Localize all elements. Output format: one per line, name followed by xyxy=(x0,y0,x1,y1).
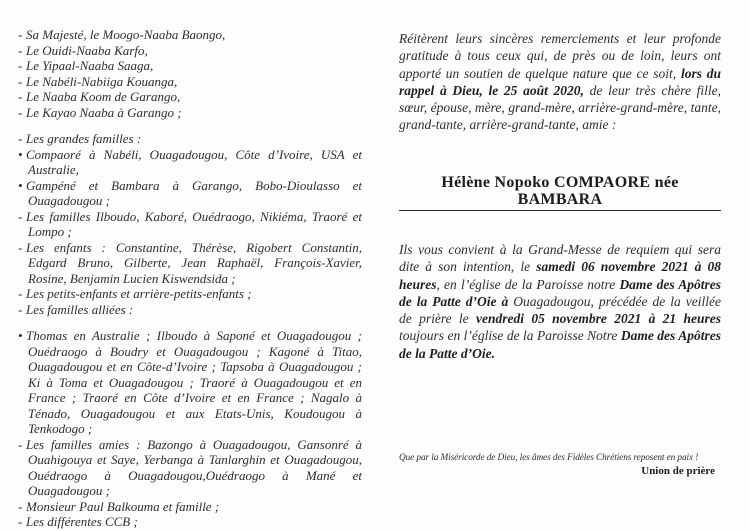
list-item xyxy=(18,514,362,530)
bullet-marker: • xyxy=(18,328,23,343)
list-item-text: Le Yipaal-Naaba Saaga, xyxy=(26,58,154,73)
list-item-text: Les enfants : Constantine, Thérèse, Rigobert Constantin, Edgard Bruno, Gilberte, Jean Raphaël, François-Xavier, Rosine, Benjamin Lucien Kiswendsida ; xyxy=(26,239,362,286)
gratitude-paragraph xyxy=(399,30,721,134)
list-marker: - xyxy=(18,131,23,146)
deceased-name-block xyxy=(399,174,721,211)
list-item-text: Compaoré à Nabéli, Ouagadougou, Côte d’Ivoire, USA et Australie, xyxy=(26,146,362,177)
text-run: toujours en l’église de la Paroisse Notre xyxy=(399,328,621,344)
great-families-group xyxy=(18,131,362,317)
list-item xyxy=(18,178,362,209)
list-item xyxy=(18,89,362,105)
allied-friends-group xyxy=(18,328,362,530)
list-marker: - xyxy=(18,239,23,255)
list-marker: - xyxy=(18,301,23,317)
bold-text-run: samedi 06 novembre 2021 à 08 heures xyxy=(399,259,721,292)
list-item xyxy=(18,209,362,240)
deceased-name-title: Hélène Nopoko COMPAORE née BAMBARA xyxy=(399,174,721,211)
list-marker: - xyxy=(18,208,23,224)
bold-text-run: Dame des Apôtres de la Patte d’Oie à xyxy=(399,276,721,309)
text-run: , en l’église de la Paroisse notre xyxy=(436,276,620,292)
list-item xyxy=(18,147,362,178)
list-item-text: Monsieur Paul Balkouma et famille ; xyxy=(26,498,220,514)
list-item-text: Les familles Ilboudo, Kaboré, Ouédraogo, Nikiéma, Traoré et Lompo ; xyxy=(26,208,362,239)
invitation-paragraph xyxy=(399,241,721,362)
text-run: Réitèrent leurs sincères remerciements et leur profonde gratitude à tous ceux qui, de près ou de loin, leurs ont apporté un soutien de quelque nature que ce soit, xyxy=(399,31,721,81)
list-item-text: Gampéné et Bambara à Garango, Bobo-Dioulasso et Ouagadougou ; xyxy=(26,177,362,208)
list-item-text: Le Nabéli-Nabiiga Kouanga, xyxy=(26,73,178,89)
list-item xyxy=(18,286,362,302)
text-run: Ils vous convient à la Grand-Messe de requiem qui sera dite à son intention, le xyxy=(399,242,721,275)
list-item-text: Le Kayao Naaba à Garango ; xyxy=(26,104,182,120)
text-run: Ouagadougou, précédée de la veillée de prière le xyxy=(399,293,721,327)
list-item xyxy=(18,43,362,59)
list-marker: - xyxy=(18,58,23,73)
bullet-marker: • xyxy=(18,177,23,193)
families-column xyxy=(18,27,362,531)
list-marker: - xyxy=(18,73,23,89)
list-item xyxy=(18,131,362,147)
list-item-text: Les différentes CCB ; xyxy=(26,514,138,529)
list-item-text: Sa Majesté, le Moogo-Naaba Baongo, xyxy=(26,27,226,42)
dignitaries-group xyxy=(18,27,362,120)
bold-text-run: Dame des Apôtres de la Patte d’Oie. xyxy=(399,328,721,361)
list-marker: - xyxy=(18,27,23,42)
list-marker: - xyxy=(18,514,23,529)
text-run: de leur très chère fille, sœur, épouse, mère, grand-mère, arrière-grand-mère, tante, grand-tante, arrière-grand-tante, amie : xyxy=(399,82,722,133)
list-item-text: Le Ouidi-Naaba Karfo, xyxy=(26,42,148,58)
bullet-marker: • xyxy=(18,146,23,162)
list-item xyxy=(18,240,362,287)
bold-text-run: vendredi 05 novembre 2021 à 21 heures xyxy=(476,311,722,327)
list-item xyxy=(18,437,362,499)
list-item xyxy=(18,499,362,515)
list-item-text: Les petits-enfants et arrière-petits-enfants ; xyxy=(26,286,252,301)
list-item xyxy=(18,302,362,318)
list-marker: - xyxy=(18,286,23,301)
bold-text-run: lors du rappel à Dieu, le 25 août 2020, xyxy=(399,65,721,98)
list-marker: - xyxy=(18,104,23,120)
list-item-text: Les familles amies : Bazongo à Ouagadougou, Gansonré à Ouahigouya et Saye, Yerbanga à Tanlarghin et Ouagadougou, Ouédraogo à Ouagadougou,Ouédraogo à Mané et Ouagadougou ; xyxy=(26,436,362,498)
list-item-text: Thomas en Australie ; Ilboudo à Saponé et Ouagadougou ; Ouédraogo à Boudry et Ouagadougou ; Kagoné à Titao, Ouagadougou et en Côte-d’Ivoire ; Tapsoba à Ouagadougou ; Ki à Toma et Ouagadougou ; Traoré à Ouagadougou et en France ; Traoré en Côte d’Ivoire et en France ; Nagalo à Ténado, Ouagadougou et aux Etats-Unis, Koudougou à Tenkodogo ; xyxy=(26,328,362,436)
list-item-text: Le Naaba Koom de Garango, xyxy=(26,89,181,104)
list-marker: - xyxy=(18,436,23,452)
list-marker: - xyxy=(18,42,23,58)
list-item xyxy=(18,328,362,437)
list-item xyxy=(18,74,362,90)
list-item xyxy=(18,27,362,43)
announcement-column xyxy=(399,0,721,531)
list-item-text: Les familles alliées : xyxy=(26,301,134,317)
closing-block xyxy=(399,452,721,478)
list-marker: - xyxy=(18,498,23,514)
list-marker: - xyxy=(18,89,23,104)
mercy-line: Que par la Miséricorde de Dieu, les âmes des Fidèles Chrétiens reposent en paix ! xyxy=(399,453,699,463)
union-de-priere-signature: Union de prière xyxy=(641,465,715,477)
list-item xyxy=(18,58,362,74)
list-item xyxy=(18,105,362,121)
list-item-text: Les grandes familles : xyxy=(26,131,142,146)
